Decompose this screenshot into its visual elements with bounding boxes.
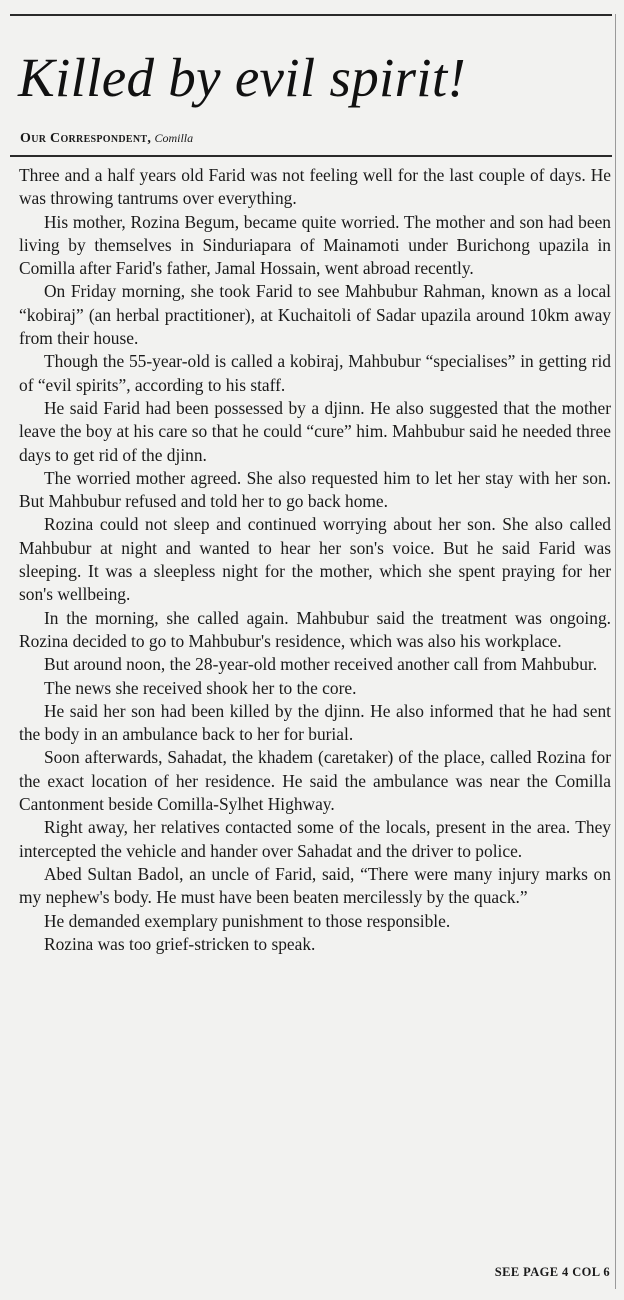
byline <box>20 130 193 147</box>
paragraph: But around noon, the 28-year-old mother received another call from Mahbubur. <box>44 654 598 675</box>
paragraph: He said her son had been killed by the djinn. He also informed that he had sent the body in an ambulance back to her for burial. <box>19 700 611 745</box>
article-body <box>19 164 611 956</box>
paragraph: He said Farid had been possessed by a djinn. He also suggested that the mother leave the boy at his care so that he could “cure” him. Mahbubur said he needed three days to get rid of the djinn. <box>19 397 611 465</box>
byline-rule <box>10 155 612 157</box>
paragraph: Though the 55-year-old is called a kobiraj, Mahbubur “specialises” in getting rid of “evil spirits”, according to his staff. <box>19 351 611 395</box>
paragraph: He demanded exemplary punishment to those responsible. <box>44 910 451 931</box>
headline: Killed by evil spirit! <box>18 47 467 108</box>
paragraph: Rozina was too grief-stricken to speak. <box>44 933 316 954</box>
paragraph: Three and a half years old Farid was not feeling well for the last couple of days. He was throwing tantrums over everything. <box>19 165 611 209</box>
paragraph: The news she received shook her to the core. <box>44 677 357 698</box>
paragraph: Rozina could not sleep and continued worrying about her son. She also called Mahbubur at night and wanted to hear her son's voice. But he said Farid was sleeping. It was a sleepless night for the mother, which she spent praying for her son's wellbeing. <box>19 514 611 605</box>
paragraph: Soon afterwards, Sahadat, the khadem (caretaker) of the place, called Rozina for the exact location of her residence. He said the ambulance was near the Comilla Cantonment beside Comilla-Sylhet Highway. <box>19 747 611 815</box>
right-column-rule <box>615 14 616 1289</box>
paragraph: Right away, her relatives contacted some of the locals, present in the area. They intercepted the vehicle and hander over Sahadat and the driver to police. <box>19 817 611 861</box>
top-rule <box>10 14 612 16</box>
paragraph: The worried mother agreed. She also requested him to let her stay with her son. But Mahbubur refused and told her to go back home. <box>19 467 611 512</box>
byline-location: Comilla <box>154 131 194 145</box>
paragraph: His mother, Rozina Begum, became quite worried. The mother and son had been living by themselves in Sinduriapara of Mainamoti under Burichong upazila in Comilla after Farid's father, Jamal Hossain, went abroad recently. <box>19 211 611 279</box>
continuation-note: SEE PAGE 4 COL 6 <box>494 1265 610 1279</box>
byline-name: Our Correspondent, <box>20 131 152 146</box>
paragraph: On Friday morning, she took Farid to see Mahbubur Rahman, known as a local “kobiraj” (an herbal practitioner), at Kuchaitoli of Sadar upazila around 10km away from their house. <box>19 281 611 349</box>
paragraph: Abed Sultan Badol, an uncle of Farid, said, “There were many injury marks on my nephew's body. He must have been beaten mercilessly by the quack.” <box>19 863 611 908</box>
paragraph: In the morning, she called again. Mahbubur said the treatment was ongoing. Rozina decided to go to Mahbubur's residence, which was also his workplace. <box>19 607 611 651</box>
